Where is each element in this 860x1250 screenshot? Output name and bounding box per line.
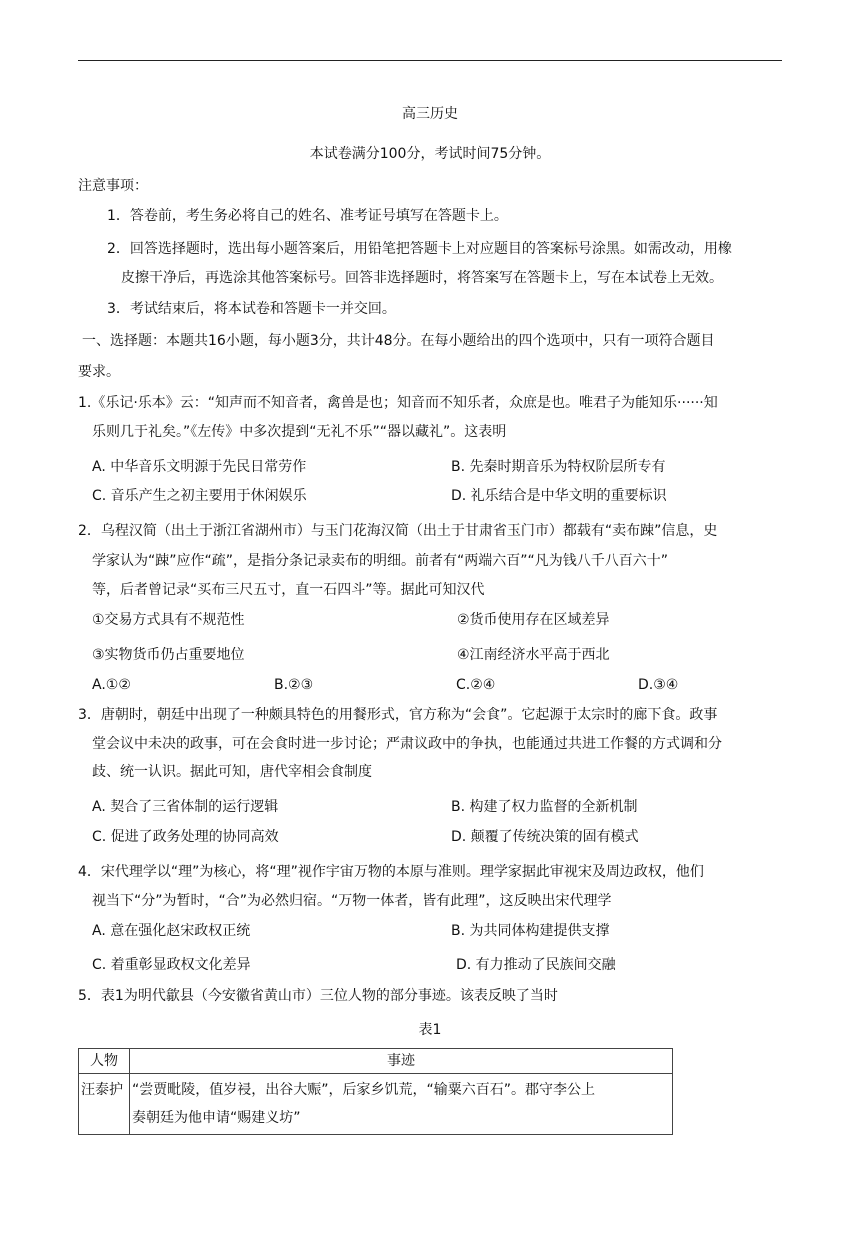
question-3-option-c: C. 促进了政务处理的协同高效 [92,829,279,845]
question-4-option-c: C. 着重彰显政权文化差异 [92,957,251,973]
table-header-person: 人物 [79,1049,130,1074]
question-4-option-d: D. 有力推动了民族间交融 [456,957,616,973]
question-2-option-c: C.②④ [456,677,496,693]
question-1-option-d: D. 礼乐结合是中华文明的重要标识 [451,488,667,504]
question-1-line-2: 乐则几于礼矣。”《左传》中多次提到“无礼不乐”“器以藏礼”。这表明 [92,424,507,440]
deeds-table [78,1048,673,1135]
question-1-option-c: C. 音乐产生之初主要用于休闲娱乐 [92,488,307,504]
notice-item-2-line-1: 2．回答选择题时，选出每小题答案后，用铅笔把答题卡上对应题目的答案标号涂黑。如需改动，用橡 [107,241,732,257]
question-4-option-a: A. 意在强化赵宋政权正统 [92,923,251,939]
question-3-option-b: B. 构建了权力监督的全新机制 [451,799,638,815]
question-2-line-2: 学家认为“踈”应作“疏”，是指分条记录卖布的明细。前者有“两端六百”“凡为钱八千八百六十” [92,553,669,569]
question-2-statement-1: ①交易方式具有不规范性 [92,612,245,628]
question-4-option-b: B. 为共同体构建提供支撑 [451,923,610,939]
section-1-heading-line-2: 要求。 [78,364,120,380]
question-3-option-a: A. 契合了三省体制的运行逻辑 [92,799,279,815]
question-4-line-1: 4．宋代理学以“理”为核心，将“理”视作宇宙万物的本原与准则。理学家据此审视宋及周边政权，他们 [78,864,704,880]
question-2-statement-4: ④江南经济水平高于西北 [457,647,610,663]
question-2-option-d: D.③④ [638,677,679,693]
exam-title: 高三历史 [402,106,458,122]
table-cell-deeds-line-2: 奏朝廷为他申请“赐建义坊” [132,1110,301,1126]
notice-item-3: 3．考试结束后，将本试卷和答题卡一并交回。 [107,301,396,317]
question-2-line-1: 2．乌程汉简（出土于浙江省湖州市）与玉门花海汉简（出土于甘肃省玉门市）都载有“卖布踈”信息，史 [78,523,718,539]
table-cell-person: 汪泰护 [79,1074,130,1135]
table-cell-deeds [130,1074,673,1135]
table-header-row [79,1049,673,1074]
question-2-option-b: B.②③ [274,677,314,693]
question-2-statement-3: ③实物货币仍占重要地位 [92,647,245,663]
table-cell-deeds-line-1: “尝贾毗陵，值岁祲，出谷大赈”，后家乡饥荒，“输粟六百石”。郡守李公上 [132,1082,596,1098]
section-1-heading-line-1: 一、选择题：本题共16小题，每小题3分，共计48分。在每小题给出的四个选项中，只有一项符合题目 [82,333,715,349]
table-row [79,1074,673,1135]
notice-item-1: 1．答卷前，考生务必将自己的姓名、准考证号填写在答题卡上。 [107,208,508,224]
exam-subtitle: 本试卷满分100分，考试时间75分钟。 [309,146,551,162]
header-rule [78,60,782,61]
question-3-option-d: D. 颠覆了传统决策的固有模式 [451,829,639,845]
question-2-option-a: A.①② [92,677,131,693]
question-1-line-1: 1.《乐记·乐本》云：“知声而不知音者，禽兽是也；知音而不知乐者，众庶是也。唯君子为能知乐······知 [78,395,718,411]
question-4-line-2: 视当下“分”为暂时，“合”为必然归宿。“万物一体者，皆有此理”，这反映出宋代理学 [92,893,612,909]
question-3-line-1: 3．唐朝时，朝廷中出现了一种颇具特色的用餐形式，官方称为“会食”。它起源于太宗时的廊下食。政事 [78,707,718,723]
question-1-option-a: A. 中华音乐文明源于先民日常劳作 [92,459,307,475]
notice-item-2-line-2: 皮擦干净后，再选涂其他答案标号。回答非选择题时，将答案写在答题卡上，写在本试卷上无效。 [121,270,723,286]
table-caption: 表1 [418,1022,442,1038]
question-3-line-3: 歧、统一认识。据此可知，唐代宰相会食制度 [92,764,372,780]
question-2-statement-2: ②货币使用存在区域差异 [457,612,610,628]
question-5-line-1: 5．表1为明代歙县（今安徽省黄山市）三位人物的部分事迹。该表反映了当时 [78,988,558,1004]
question-1-option-b: B. 先秦时期音乐为特权阶层所专有 [451,459,666,475]
table-header-deeds: 事迹 [130,1049,673,1074]
notice-heading: 注意事项： [78,178,148,194]
question-3-line-2: 堂会议中未决的政事，可在会食时进一步讨论；严肃议政中的争执，也能通过共进工作餐的方式调和分 [92,736,722,752]
question-2-line-3: 等，后者曾记录“买布三尺五寸，直一石四斗”等。据此可知汉代 [92,582,485,598]
